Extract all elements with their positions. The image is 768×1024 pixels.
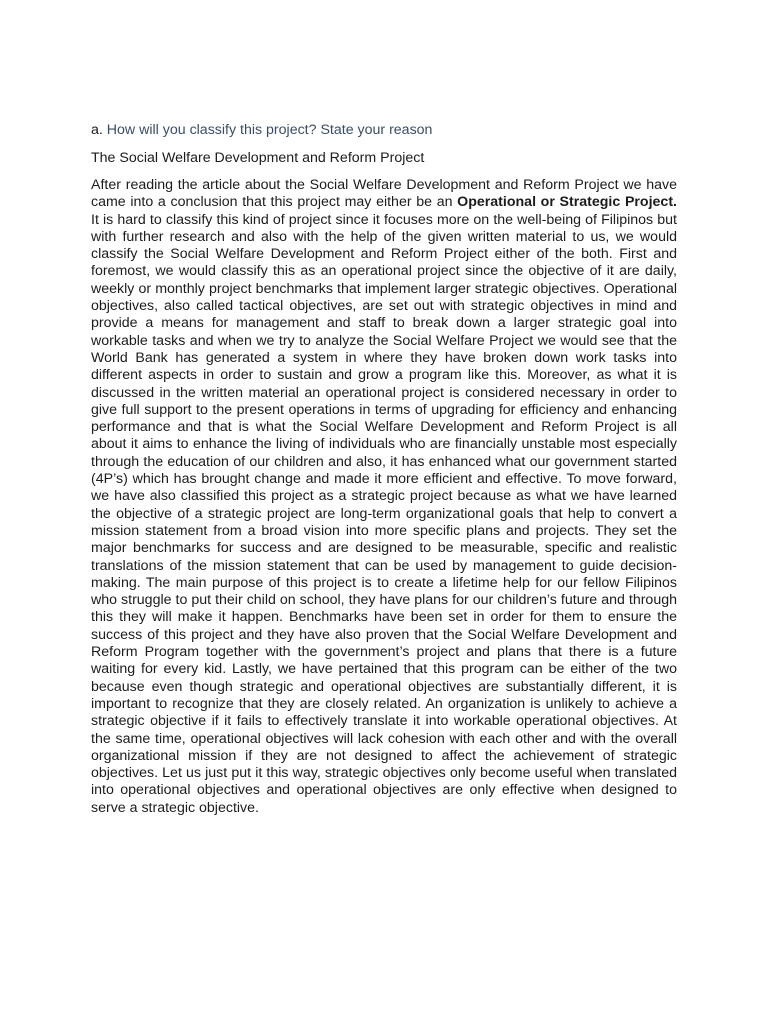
- question-text: How will you classify this project? State your reason: [106, 122, 433, 138]
- project-title: The Social Welfare Development and Reform Project: [91, 150, 425, 166]
- body-rest: It is hard to classify this kind of project since it focuses more on the well-being of Filipinos but with further research and also with the help of the given written material to us, we would classify the Social Welfare Development and Reform Project either of the both. First and foremost, we would classify this as an operational project since the objective of it are daily, weekly or monthly project benchmarks that implement larger strategic objectives. Operational objectives, also called tactical objectives, are set out with strategic objectives in mind and provide a means for management and staff to break down a larger strategic goal into workable tasks and when we try to analyze the Social Welfare Project we would see that the World Bank has generated a system in where they have broken down work tasks into different aspects in order to sustain and grow a program like this. Moreover, as what it is discussed in the written material an operational project is considered necessary in order to give full support to the present operations in terms of upgrading for efficiency and enhancing performance and that is what the Social Welfare Development and Reform Project is all about it aims to enhance the living of individuals who are financially unstable most especially through the education of our children and also, it has enhanced what our government started (4P’s) which has brought change and made it more efficient and effective. To move forward, we have also classified this project as a strategic project because as what we have learned the objective of a strategic project are long-term organizational goals that help to convert a mission statement from a broad vision into more specific plans and projects. They set the major benchmarks for success and are designed to be measurable, specific and realistic translations of the mission statement that can be used by management to guide decision-making. The main purpose of this project is to create a lifetime help for our fellow Filipinos who struggle to put their child on school, they have plans for our children’s future and through this they will make it happen. Benchmarks have been set in order for them to ensure the success of this project and they have also proven that the Social Welfare Development and Reform Program together with the government’s project and plans that there is a future waiting for every kid. Lastly, we have pertained that this program can be either of the two because even though strategic and operational objectives are substantially different, it is important to recognize that they are closely related. An organization is unlikely to achieve a strategic objective if it fails to effectively translate it into workable operational objectives. At the same time, operational objectives will lack cohesion with each other and with the overall organizational mission if they are not designed to affect the achievement of strategic objectives. Let us just put it this way, strategic objectives only become useful when translated into operational objectives and operational objectives are only effective when designed to serve a strategic objective.: [91, 211, 677, 816]
- body-intro: After reading the article about the Social Welfare Development and Reform Project we have came into a conclusion that this project may either be an: [91, 177, 677, 211]
- question-prefix: a.: [91, 122, 107, 138]
- question-heading: [91, 121, 691, 139]
- body-emphasis: Operational or Strategic Project.: [457, 194, 677, 211]
- body-paragraph: [91, 177, 677, 817]
